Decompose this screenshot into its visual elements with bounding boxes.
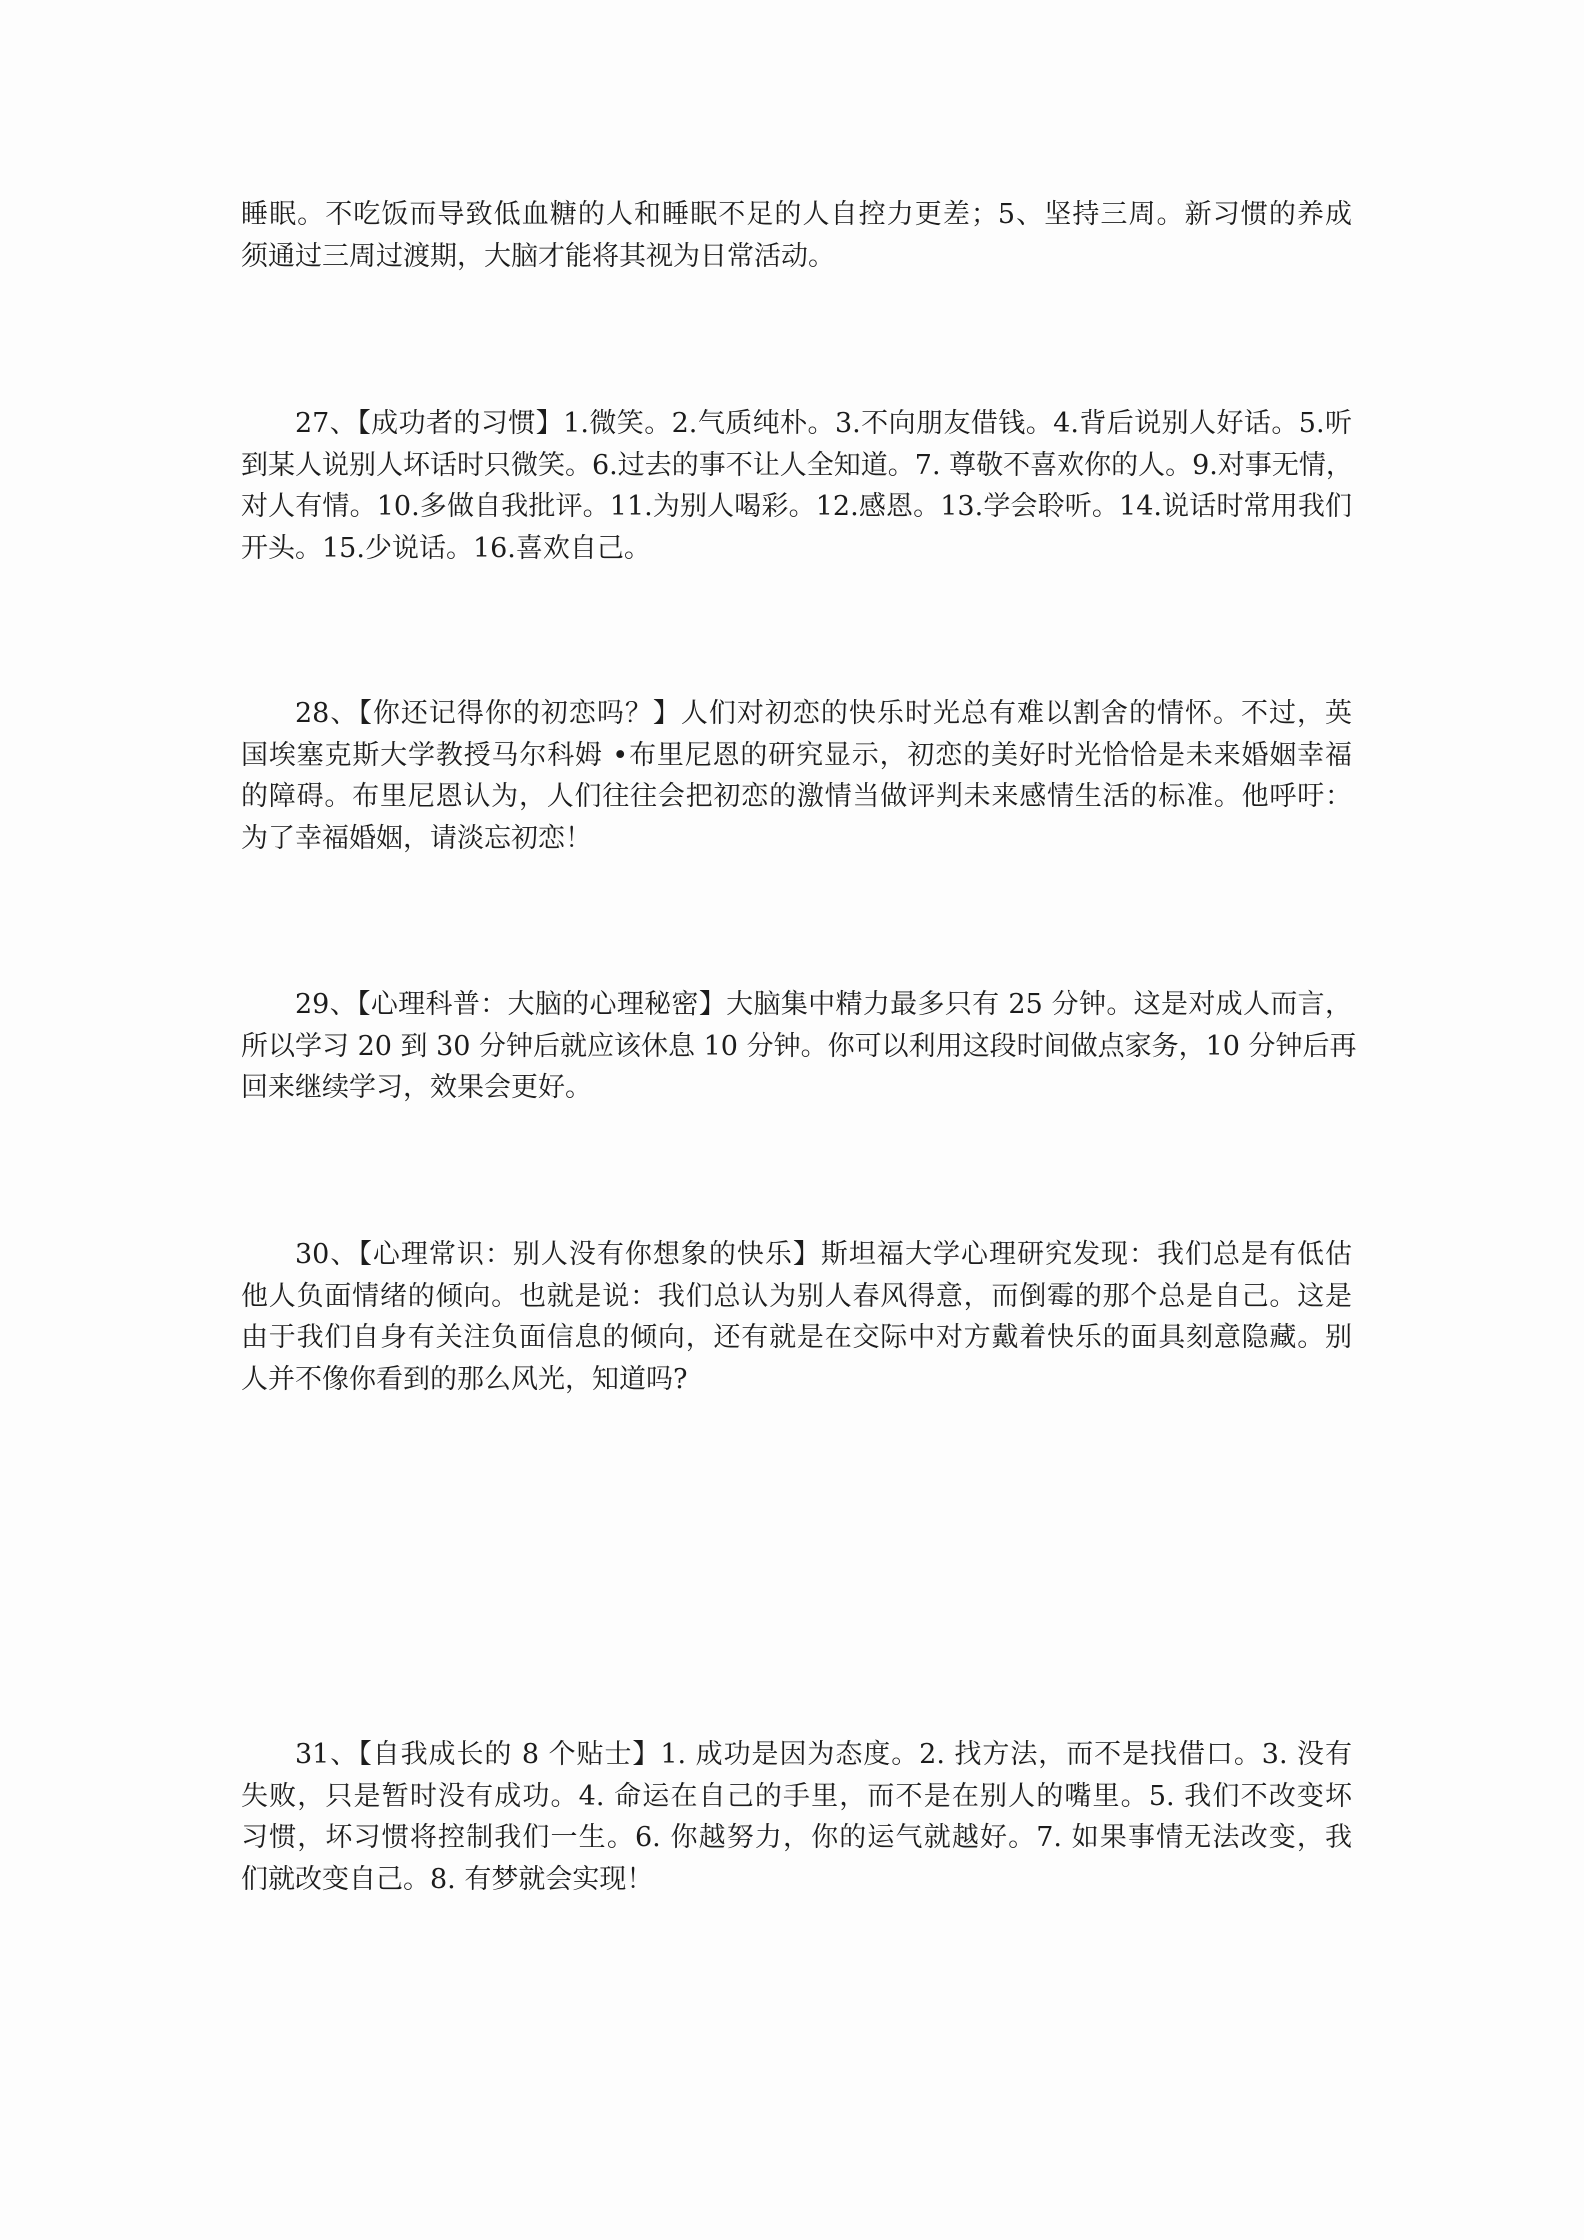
- text-line: 他人负面情绪的倾向。也就是说：我们总认为别人春风得意，而倒霉的那个总是自己。这是: [241, 1280, 1352, 1312]
- text-line: 国埃塞克斯大学教授马尔科姆 •布里尼恩的研究显示，初恋的美好时光恰恰是未来婚姻幸福: [241, 739, 1352, 771]
- text-line: 对人有情。10.多做自我批评。11.为别人喝彩。12.感恩。13.学会聆听。14.说话时常用我们: [241, 491, 1352, 522]
- text-line: 31、【自我成长的 8 个贴士】1. 成功是因为态度。2. 找方法，而不是找借口。3. 没有: [295, 1739, 1352, 1770]
- text-line: 习惯，坏习惯将控制我们一生。6. 你越努力，你的运气就越好。7. 如果事情无法改变，我: [241, 1822, 1352, 1853]
- text-line: 所以学习 20 到 30 分钟后就应该休息 10 分钟。你可以利用这段时间做点家务，10 分钟后再: [241, 1030, 1357, 1062]
- text-line: 30、【心理常识：别人没有你想象的快乐】斯坦福大学心理研究发现：我们总是有低估: [295, 1239, 1352, 1270]
- text-line: 们就改变自己。8. 有梦就会实现！: [241, 1863, 654, 1895]
- paragraph-26-continuation: [241, 194, 1352, 277]
- paragraph-27: [241, 403, 1352, 569]
- paragraph-31: [241, 1734, 1352, 1900]
- text-line: 的障碍。布里尼恩认为，人们往往会把初恋的激情当做评判未来感情生活的标准。他呼吁：: [241, 781, 1352, 812]
- text-line: 29、【心理科普：大脑的心理秘密】大脑集中精力最多只有 25 分钟。这是对成人而言，: [295, 989, 1352, 1020]
- paragraph-28: [241, 693, 1352, 859]
- text-line: 到某人说别人坏话时只微笑。6.过去的事不让人全知道。7. 尊敬不喜欢你的人。9.对事无情，: [241, 449, 1353, 481]
- text-line: 人并不像你看到的那么风光，知道吗?: [241, 1363, 688, 1395]
- text-line: 开头。15.少说话。16.喜欢自己。: [241, 532, 651, 564]
- paragraph-29: [241, 984, 1357, 1109]
- text-line: 睡眠。不吃饭而导致低血糖的人和睡眠不足的人自控力更差；5、坚持三周。新习惯的养成: [241, 199, 1352, 230]
- text-line: 须通过三周过渡期，大脑才能将其视为日常活动。: [241, 240, 835, 272]
- text-line: 27、【成功者的习惯】1.微笑。2.气质纯朴。3.不向朋友借钱。4.背后说别人好话。5.听: [295, 408, 1352, 439]
- paragraph-30: [241, 1234, 1352, 1400]
- text-line: 由于我们自身有关注负面信息的倾向，还有就是在交际中对方戴着快乐的面具刻意隐藏。别: [241, 1322, 1352, 1353]
- text-line: 回来继续学习，效果会更好。: [241, 1072, 592, 1103]
- text-line: 失败，只是暂时没有成功。4. 命运在自己的手里，而不是在别人的嘴里。5. 我们不改变坏: [241, 1780, 1352, 1812]
- text-line: 28、【你还记得你的初恋吗？】人们对初恋的快乐时光总有难以割舍的情怀。不过，英: [295, 698, 1352, 729]
- text-line: 为了幸福婚姻，请淡忘初恋！: [241, 822, 592, 854]
